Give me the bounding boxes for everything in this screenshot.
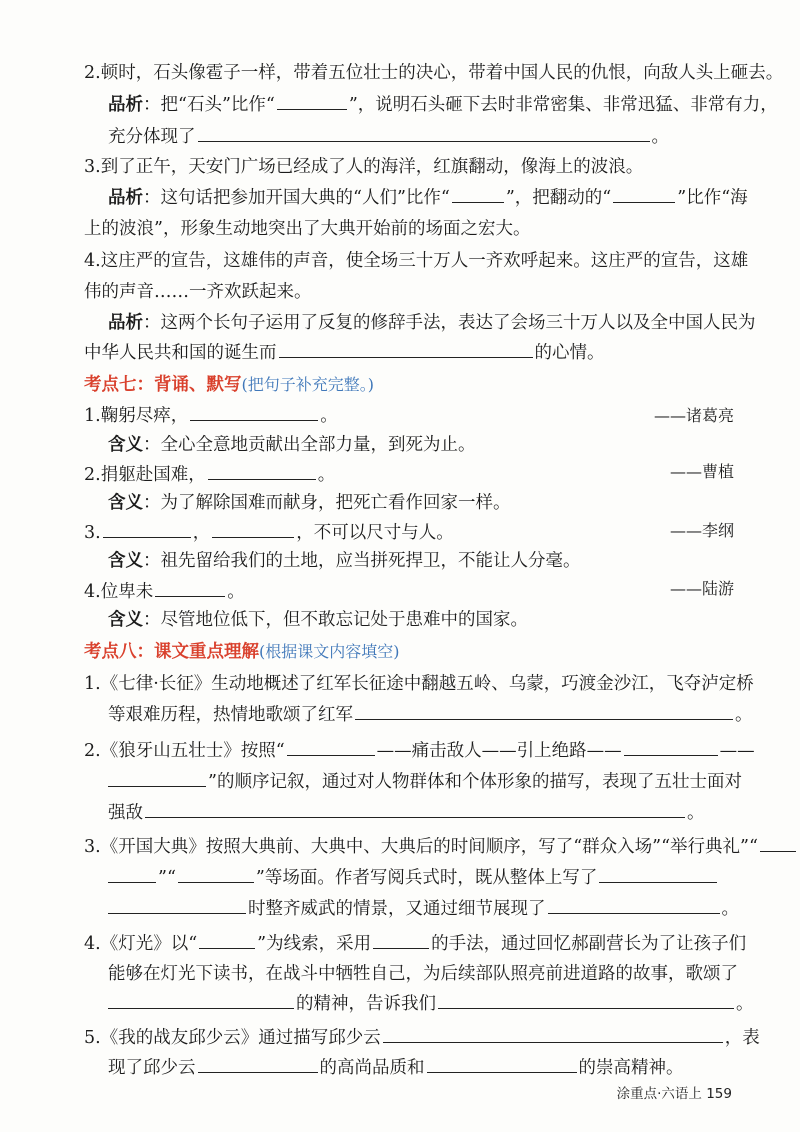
answer-blank[interactable]	[427, 1056, 577, 1073]
analysis-text: 充分体现了	[108, 127, 196, 147]
page-footer: 涂重点·六语上 159	[616, 1086, 732, 1102]
meaning-text: ：全心全意地贡献出全部力量，到死为止。	[143, 435, 476, 455]
answer-blank[interactable]	[198, 125, 650, 142]
section-8-heading	[84, 639, 400, 665]
question-text: 现了邱少云	[108, 1058, 196, 1078]
author: ——曹植	[669, 462, 734, 481]
section-title: 考点七：背诵、默写	[84, 375, 242, 395]
answer-blank[interactable]	[355, 703, 733, 720]
meaning-text: ：尽管地位低下，但不敢忘记处于患难中的国家。	[143, 610, 528, 630]
question-text: ”的顺序记叙，通过对人物群体和个体形象的描写，表现了五壮士面对	[208, 772, 742, 792]
recite-text: 2.捐躯赴国难，	[84, 465, 206, 485]
answer-blank[interactable]	[103, 521, 191, 538]
comprehension-3-line1	[84, 834, 798, 860]
analysis-2a	[108, 92, 778, 118]
recite-text: 。	[320, 406, 338, 426]
question-text: ”“	[158, 868, 176, 888]
question-text: ，表	[724, 1028, 760, 1048]
question-text: 。	[687, 803, 705, 823]
meaning-text: ：为了解除国难而献身，把死亡看作回家一样。	[143, 493, 511, 513]
question-text: 的高尚品质和	[319, 1058, 425, 1078]
recite-text: 。	[317, 465, 336, 485]
answer-blank[interactable]	[155, 580, 225, 597]
comprehension-2-line3	[108, 800, 705, 826]
question-text: 5.《我的战友邱少云》通过描写邱少云	[84, 1028, 381, 1048]
analysis-label: 品析	[108, 188, 143, 208]
question-text: 。	[736, 994, 754, 1014]
recite-4	[84, 579, 245, 605]
answer-blank[interactable]	[438, 992, 734, 1009]
question-text: 的崇高精神。	[578, 1058, 684, 1078]
comprehension-4-line1	[84, 931, 746, 957]
recite-text: 3.	[84, 523, 101, 543]
answer-blank[interactable]	[108, 992, 294, 1009]
question-2: 2.顿时，石头像雹子一样，带着五位壮士的决心，带着中国人民的仇恨，向敌人头上砸去。	[84, 63, 784, 83]
answer-blank[interactable]	[599, 866, 717, 883]
analysis-text: 。	[651, 127, 669, 147]
question-text: 2.《狼牙山五壮士》按照“	[84, 741, 285, 761]
answer-blank[interactable]	[287, 739, 375, 756]
section-7-heading	[84, 372, 374, 398]
comprehension-4-line2: 能够在灯光下读书，在战斗中牺牲自己，为后续部队照亮前进道路的故事，歌颂了	[108, 964, 738, 984]
meaning-4	[108, 607, 528, 633]
answer-blank[interactable]	[208, 463, 316, 480]
answer-blank[interactable]	[279, 341, 533, 358]
question-text: 等艰难历程，热情地歌颂了红军	[108, 705, 353, 725]
comprehension-3-line3	[108, 896, 739, 922]
recite-text: ，不可以尺寸与人。	[296, 523, 454, 543]
question-text: ”为线索，采用	[257, 934, 372, 954]
analysis-text: ：这两个长句子运用了反复的修辞手法，表达了会场三十万人以及全中国人民为	[143, 313, 756, 333]
question-text: 3.《开国大典》按照大典前、大典中、大典后的时间顺序，写了“群众入场”“举行典礼”“	[84, 837, 758, 857]
answer-blank[interactable]	[212, 521, 294, 538]
analysis-text: 的心情。	[534, 343, 605, 363]
meaning-label: 含义	[108, 551, 143, 571]
section-note: (把句子补充完整。)	[241, 375, 374, 394]
answer-blank[interactable]	[108, 770, 206, 787]
answer-blank[interactable]	[190, 404, 318, 421]
question-text: 的手法，通过回忆郝副营长为了让孩子们	[431, 934, 747, 954]
comprehension-1-line2	[108, 702, 753, 728]
analysis-4a	[108, 310, 756, 336]
analysis-4b	[84, 340, 605, 366]
comprehension-5-line1	[84, 1025, 760, 1051]
answer-blank[interactable]	[277, 93, 347, 110]
meaning-label: 含义	[108, 493, 143, 513]
meaning-2	[108, 490, 511, 516]
meaning-label: 含义	[108, 435, 143, 455]
recite-text: 。	[227, 582, 245, 602]
answer-blank[interactable]	[383, 1026, 723, 1043]
question-text: 的精神，告诉我们	[296, 994, 436, 1014]
recite-1	[84, 403, 338, 429]
question-text: ——	[719, 741, 755, 761]
question-text: ——痛击敌人——引上绝路——	[376, 741, 622, 761]
recite-2	[84, 462, 335, 488]
answer-blank[interactable]	[198, 1056, 318, 1073]
author: ——陆游	[669, 579, 734, 598]
meaning-text: ：祖先留给我们的土地，应当拼死捍卫，不能让人分毫。	[143, 551, 581, 571]
comprehension-2-line1	[84, 738, 755, 764]
answer-blank[interactable]	[199, 932, 255, 949]
recite-3	[84, 520, 454, 546]
section-note: (根据课文内容填空)	[259, 642, 400, 661]
question-text: 时整齐威武的情景，又通过细节展现了	[248, 899, 546, 919]
question-3: 3.到了正午，天安门广场已经成了人的海洋，红旗翻动，像海上的波浪。	[84, 157, 644, 177]
recite-text: 4.位卑未	[84, 582, 154, 602]
comprehension-5-line2	[108, 1055, 684, 1081]
analysis-3a	[108, 185, 748, 211]
author: ——诸葛亮	[653, 406, 734, 425]
comprehension-3-line2	[108, 865, 719, 891]
meaning-1	[108, 432, 476, 458]
answer-blank[interactable]	[145, 801, 685, 818]
analysis-2b	[108, 124, 669, 150]
answer-blank[interactable]	[108, 866, 156, 883]
answer-blank[interactable]	[760, 835, 796, 852]
question-4-line1: 4.这庄严的宣告，这雄伟的声音，使全场三十万人一齐欢呼起来。这庄严的宣告，这雄	[84, 251, 749, 271]
answer-blank[interactable]	[178, 866, 254, 883]
comprehension-4-line3	[108, 991, 754, 1017]
meaning-3	[108, 548, 581, 574]
analysis-text: ”比作“海	[677, 188, 748, 208]
analysis-text: ：把“石头”比作“	[143, 95, 275, 115]
author: ——李纲	[669, 521, 734, 540]
analysis-text: 中华人民共和国的诞生而	[84, 343, 277, 363]
analysis-3b: 上的波浪”，形象生动地突出了大典开始前的场面之宏大。	[84, 219, 531, 239]
recite-text: 1.鞠躬尽瘁，	[84, 406, 189, 426]
answer-blank[interactable]	[613, 186, 675, 203]
comprehension-1-line1: 1.《七律·长征》生动地概述了红军长征途中翻越五岭、乌蒙，巧渡金沙江，飞夺泸定桥	[84, 674, 754, 694]
answer-blank[interactable]	[108, 897, 246, 914]
question-text: 强敌	[108, 803, 143, 823]
analysis-label: 品析	[108, 95, 143, 115]
answer-blank[interactable]	[452, 186, 504, 203]
question-text: 4.《灯光》以“	[84, 934, 198, 954]
answer-blank[interactable]	[373, 932, 429, 949]
section-title: 考点八：课文重点理解	[84, 642, 259, 662]
answer-blank[interactable]	[548, 897, 720, 914]
analysis-text: ”，把翻动的“	[505, 188, 612, 208]
analysis-label: 品析	[108, 313, 143, 333]
recite-text: ，	[192, 523, 211, 543]
analysis-text: ：这句话把参加开国大典的“人们”比作“	[143, 188, 450, 208]
answer-blank[interactable]	[624, 739, 718, 756]
question-4-line2: 伟的声音……一齐欢跃起来。	[84, 282, 312, 302]
comprehension-2-line2	[108, 769, 742, 795]
question-text: ”等场面。作者写阅兵式时，既从整体上写了	[255, 868, 598, 888]
question-text: 。	[735, 705, 753, 725]
meaning-label: 含义	[108, 610, 143, 630]
analysis-text: ”，说明石头砸下去时非常密集、非常迅猛、非常有力，	[348, 95, 778, 115]
question-text: 。	[721, 899, 739, 919]
